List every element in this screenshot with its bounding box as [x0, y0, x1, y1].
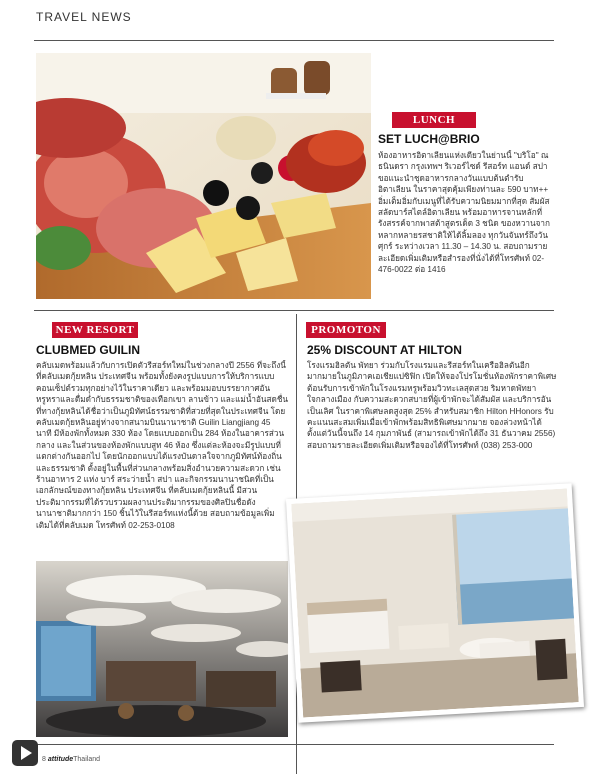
- play-icon[interactable]: [12, 740, 38, 766]
- footer: [42, 756, 100, 763]
- top-divider: [34, 40, 554, 41]
- page-number: 8: [42, 756, 46, 763]
- bottom-divider: [34, 744, 554, 745]
- guilin-body: คลับเมดพร้อมแล้วกับการเปิดตัวรีสอร์ทใหม่ในช่วงกลางปี 2556 ที่จะถึงนี้ ที่คลับเมดกุ้ยหลิน ประเทศจีน พร้อมทั้งยังคงรูปแบบการให้บริการแบบคอนเซ็ปต์รวมทุกอย่างไว้ในราคาเดียว และพร้อมมอบบรรยากาศอันหรูหราและดื่มด่ำกับธรรมชาติของเทือกเขา ลานข้าว และแม่น้ำอันสดชื่น ที่ทางกุ้ยหลินได้ชื่อว่าเป็นภูมิทัศน์ธรรมชาติที่สวยที่สุดในประเทศจีน โดยคลับเมดกุ้ยหลินอยู่ห่างจากสนามบินนานาชาติ Guilin Liangjiang 45 นาที มีห้องพักทั้งหมด 330 ห้อง โดยแบบออกเป็น 284 ห้องในอาคารส่วนกลาง และในส่วนของห้องพักแบบสูท 46 ห้อง ซึ่งแต่ละห้องจะมีรูปแบบที่แตกต่างกันออกไป โดยนักออกแบบได้แรงบันดาลใจจากภูมิทัศน์ท้องถิ่น และธรรมชาติ ตั้งอยู่ในพื้นที่ส่วนกลางพร้อมสิ่งอำนวยความสะดวก เช่น ร้านอาหาร 2 แห่ง บาร์ สระว่ายน้ำ สปา และกิจกรรมนานาชนิดที่เป็นเอกลักษณ์ของทางกุ้ยหลิน ประเทศจีน ที่คลับเมดกุ้ยหลินนี้ มีสวนประติมากรรมที่ได้รวบรวมผลงานประติมากรรมของศิลปินชื่อดังนานาชาติมากกว่า 150 ชิ้นไว้ในรีสอร์ทแห่งนี้ด้วย สอบถามข้อมูลเพิ่มเติมได้ที่คลับเมด โทรศัพท์ 02-253-0108: [36, 361, 288, 530]
- brand-name: attitude: [47, 756, 74, 763]
- lunch-tag: LUNCH: [392, 112, 476, 128]
- guilin-tag: NEW RESORT: [52, 322, 138, 338]
- hilton-headline: 25% DISCOUNT AT HILTON: [307, 343, 462, 357]
- brand-edition: Thailand: [73, 756, 100, 763]
- hilton-tag: PROMOTON: [306, 322, 386, 338]
- section-title: TRAVEL NEWS: [36, 10, 132, 24]
- hilton-photo: [286, 483, 584, 723]
- guilin-photo: [36, 561, 288, 737]
- guilin-headline: CLUBMED GUILIN: [36, 343, 140, 357]
- middle-divider: [34, 310, 554, 311]
- lunch-photo: [36, 53, 371, 299]
- lunch-headline: SET LUCH@BRIO: [378, 132, 480, 146]
- hilton-body: โรงแรมฮิลตัน พัทยา ร่วมกับโรงแรมและรีสอร์ทในเครือฮิลตันอีกมากมายในภูมิภาคเอเชียแปซิฟิก เปิดให้จองโปรโมชั่นห้องพักราคาพิเศษ ต้อนรับการเข้าพักในโรงแรมหรูพร้อมวิวทะเลสุดสวย ริมหาดพัทยาใจกลางเมือง กับความสะดวกสบายที่ผู้เข้าพักจะได้สัมผัส และบริการอันเป็นเลิศ ในราคาพิเศษลดสูงสุด 25% สำหรับสมาชิก Hilton HHonors รับคะแนนสะสมเพิ่มเมื่อเข้าพักพร้อมสิทธิพิเศษมากมาย จองล่วงหน้าได้ตั้งแต่วันนี้จนถึง 14 กุมภาพันธ์ (สามารถเข้าพักได้ถึง 31 ธันวาคม 2556) สอบถามรายละเอียดเพิ่มเติมหรือจองได้ที่โทรศัพท์ (038) 253-000: [307, 361, 557, 450]
- lunch-body: ห้องอาหารอิตาเลียนแห่งเดียวในย่านนี้ "บริโอ" ณ ธนินดรา กรุงเทพฯ ริเวอร์ไซด์ รีสอร์ท แอนด์ สปา ขอแนะนำชุดอาหารกลางวันแบบต้นตำรับอิตาเลียน ในราคาสุดคุ้มเพียงท่านละ 590 บาท++ อิ่มเต็มอิ่มกับเมนูที่ได้รับความนิยมมากที่สุด สัมผัสสลัดบาร์สไตล์อิตาเลียน พร้อมอาหารจานหลักที่รังสรรค์จากพาสต้าสูตรเด็ด 3 ชนิด ของหวานจากหลากหลายรสชาติให้ได้ลิ้มลอง ทุกวันจันทร์ถึงวันศุกร์ ระหว่างเวลา 11.30 – 14.30 น. สอบถามรายละเอียดเพิ่มเติมหรือสำรองที่นั่งได้ที่โทรศัพท์ 02-476-0022 ต่อ 1416: [378, 151, 550, 275]
